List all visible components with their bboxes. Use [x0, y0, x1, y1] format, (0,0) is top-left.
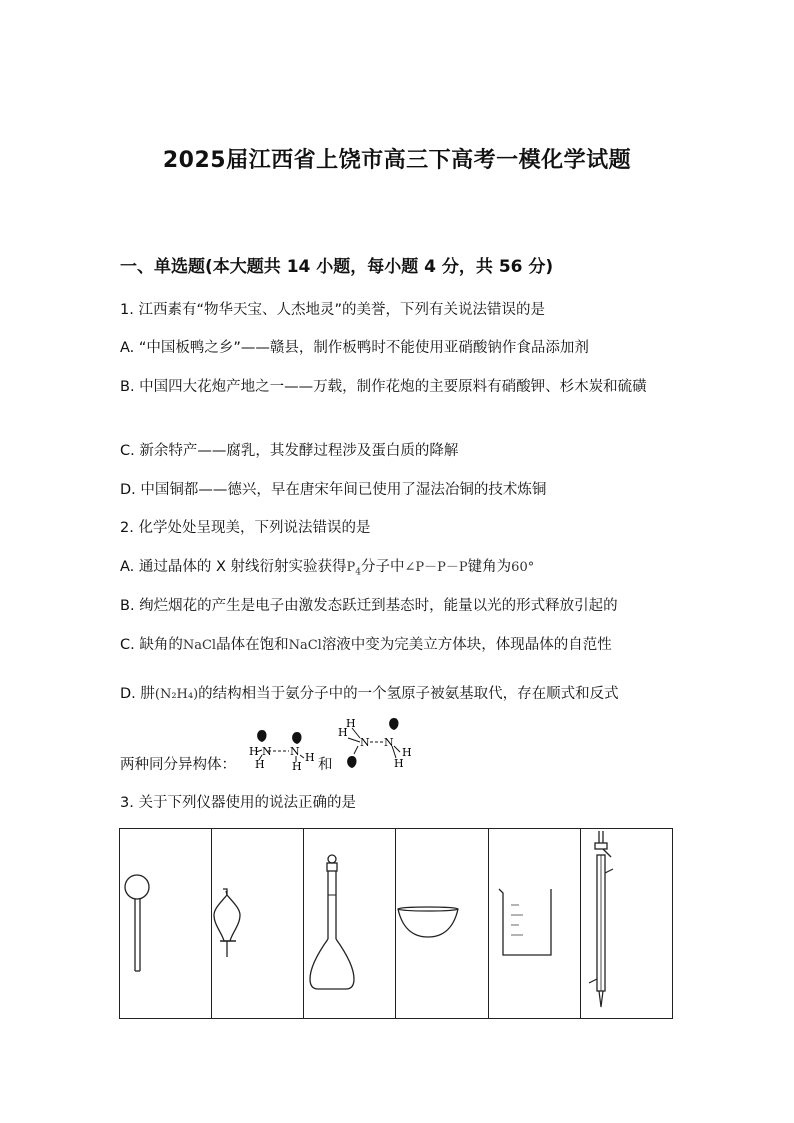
bond: [300, 755, 304, 758]
atom-label: H: [338, 726, 348, 739]
lone-pair-lobe-1: [257, 730, 266, 742]
q2-option-d: [120, 683, 619, 706]
q2-d-formula: (N₂H₄): [154, 687, 199, 702]
atom-label: H: [305, 751, 315, 764]
volumetric-flask-icon: [304, 829, 396, 1018]
atom-label: H: [292, 760, 302, 770]
q2-option-b: B. 绚烂烟花的产生是电子由激发态跃迁到基态时，能量以光的形式释放引起的: [120, 598, 618, 614]
q1-option-d: D. 中国铜都——德兴，早在唐宋年间已使用了湿法冶铜的技术炼铜: [120, 482, 547, 498]
instrument-table: [119, 828, 673, 1019]
q2-a-post: 键角为: [467, 559, 512, 575]
q1-option-a: A. “中国板鸭之乡”——赣县，制作板鸭时不能使用亚硝酸钠作食品添加剂: [120, 340, 589, 356]
instrument-cell-4: [396, 829, 488, 1019]
p-symbol: P: [346, 560, 356, 575]
atom-label: N: [360, 736, 370, 749]
q2-c-prefix: C. 缺角的: [120, 637, 183, 653]
separatory-funnel-icon: [212, 829, 304, 1018]
q2-a-formula: [346, 560, 362, 578]
instrument-cell-2: [212, 829, 304, 1019]
p-subscript: 4: [355, 567, 362, 578]
q2-a-value: 60°: [511, 560, 535, 575]
q2-c-formula2: NaCl: [288, 638, 322, 653]
atom-label: H: [255, 758, 265, 770]
q2-d-post: 的结构相当于氨分子中的一个氢原子被氨基取代，存在顺式和反式: [198, 686, 619, 702]
atom-label: N: [384, 736, 394, 749]
q2-a-mid: 分子中: [361, 559, 405, 575]
evaporating-dish-icon: [396, 829, 488, 1018]
beaker-icon: [489, 829, 581, 1018]
instrument-cell-6: [580, 829, 672, 1019]
q2-d-line2: [120, 754, 236, 776]
q2-d-isomer-text: 两种同分异构体：: [120, 757, 236, 773]
q3-stem: 3. 关于下列仪器使用的说法正确的是: [120, 795, 356, 811]
atom-label: H: [402, 746, 412, 759]
instrument-cell-1: [120, 829, 212, 1019]
lone-pair-lobe-2: [292, 732, 301, 744]
q2-d-and: 和: [318, 757, 333, 773]
bond: [348, 738, 360, 742]
atom-label: H: [249, 745, 259, 758]
hydrazine-structure-1: [242, 724, 320, 770]
q2-option-c: [120, 634, 612, 657]
atom-label: H: [394, 757, 404, 770]
q2-c-mid: 晶体在饱和: [216, 637, 289, 653]
atom-label: H: [346, 717, 356, 730]
q2-c-post: 溶液中变为完美立方体块，体现晶体的自范性: [321, 637, 612, 653]
atom-label: N: [290, 745, 300, 758]
lone-pair-lobe-2: [347, 756, 356, 768]
hydrazine-structure-2: [334, 712, 418, 772]
q1-option-b: B. 中国四大花炮产地之一——万载，制作花炮的主要原料有硝酸钾、杉木炭和硫磺: [120, 379, 647, 395]
bond: [354, 746, 358, 754]
q2-d-prefix: D. 肼: [120, 686, 155, 702]
q2-stem: 2. 化学处处呈现美，下列说法错误的是: [120, 520, 371, 536]
q2-a-prefix: A. 通过晶体的 X 射线衍射实验获得: [120, 559, 347, 575]
atom-label: N: [262, 745, 272, 758]
q1-stem: 1. 江西素有“物华天宝、人杰地灵”的美誉，下列有关说法错误的是: [120, 302, 545, 318]
q2-option-a: [120, 556, 534, 584]
lone-pair-lobe-1: [389, 718, 398, 730]
round-bottom-tube-icon: [120, 829, 212, 1018]
bond: [394, 746, 400, 752]
page-title: 2025届江西省上饶市高三下高考一模化学试题: [162, 148, 632, 173]
section-heading: 一、单选题(本大题共 14 小题，每小题 4 分，共 56 分): [120, 257, 554, 277]
q2-c-formula1: NaCl: [182, 638, 217, 653]
instrument-cell-5: [488, 829, 580, 1019]
condenser-icon: [581, 829, 673, 1018]
q1-option-c: C. 新余特产——腐乳，其发酵过程涉及蛋白质的降解: [120, 443, 459, 459]
instrument-cell-3: [304, 829, 396, 1019]
q2-a-angle: ∠P－P－P: [404, 560, 468, 575]
